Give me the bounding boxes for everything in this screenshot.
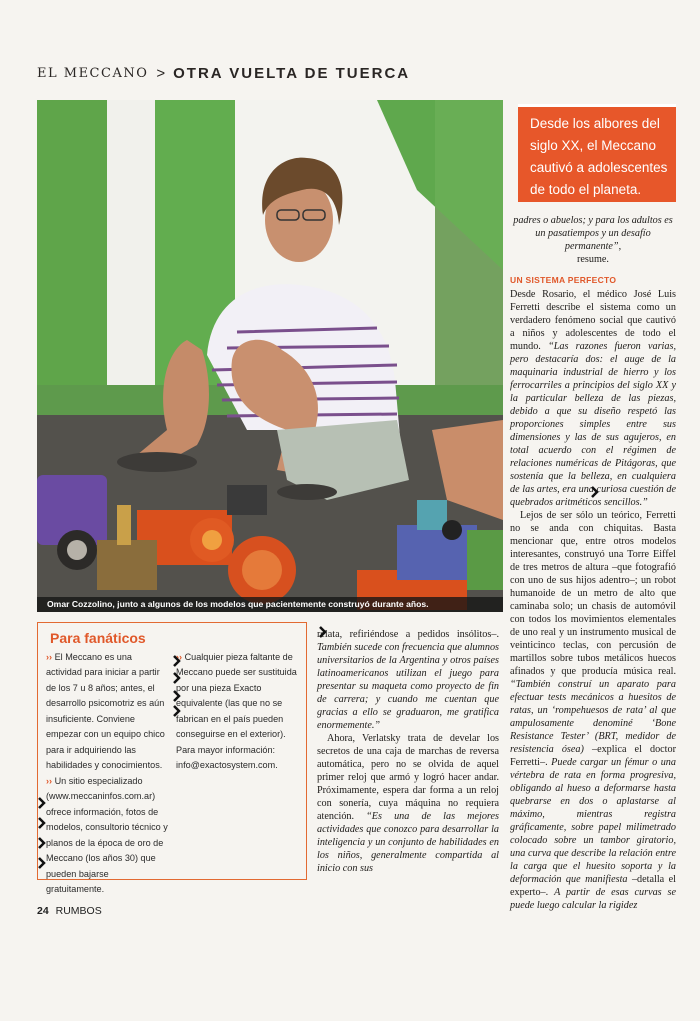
hand-mark-icon bbox=[37, 817, 46, 829]
box-columns bbox=[46, 650, 298, 898]
box-column-left bbox=[46, 650, 168, 898]
box-item bbox=[46, 774, 168, 898]
box-item-text: Cualquier pieza faltante de Meccano puede ser sustituida por una pieza Exacto equivalente (las que no se fabrican en el país pueden conseguirse en el exterior). bbox=[176, 651, 297, 739]
paragraph-text: Ahora, Verlatsky trata de develar los secretos de una caja de marchas de reversa automática, pero no se olvida de aquel primer reloj que armó y logró hacer andar. Próximamente, espera dar forma a un reloj con sonería, cuya máquina no requiera atención. bbox=[317, 733, 499, 822]
paragraph-quote: “Las razones fueron varias, pero destacaría dos: el auge de la maquinaria industrial de hierro y los ferrocarriles a principios del siglo XX y la particular belleza de las piezas, debido a que su diseño respetó las proporciones simples entre sus dimensiones y las de sus agujeros, en total acuerdo con el régimen de relaciones numéricas de Pitágoras, que sostenía que la belleza, en cualquiera de las artes, era una curiosa cuestión de quebrados aritméticos sencillos.” bbox=[510, 341, 676, 508]
paragraph-quote: “También construí un aparato para efectuar tests mecánicos a huesitos de ratas, un ‘rompehuesos de rata’ al que ampulosamente denominé ‘Bone Resistance Tester’ (BRT, medidor de resistencia ósea) bbox=[510, 679, 676, 755]
section-topic: OTRA VUELTA DE TUERCA bbox=[173, 64, 411, 82]
photo-caption: Omar Cozzolino, junto a algunos de los modelos que pacientemente construyó durante años. bbox=[37, 597, 503, 612]
paragraph: padres o abuelos; y para los adultos es un pasatiempos y un desafío permanente”, bbox=[513, 215, 673, 252]
photo-illustration bbox=[37, 100, 503, 612]
paragraph-text: –detalla el experto–. bbox=[510, 874, 676, 898]
chevron-icon: > bbox=[156, 64, 166, 82]
hand-mark-icon bbox=[37, 837, 46, 849]
hand-mark-icon bbox=[172, 672, 181, 684]
pull-quote-line: de todo el planeta. bbox=[530, 182, 642, 197]
paragraph bbox=[317, 732, 499, 875]
hand-mark-icon bbox=[172, 705, 181, 717]
arrow-icon: ›› bbox=[46, 775, 53, 786]
paragraph-quote: A partir de esas curvas se puede luego calcular la rigidez bbox=[510, 887, 676, 911]
hand-mark-icon bbox=[318, 626, 327, 638]
arrow-icon: ›› bbox=[176, 651, 183, 662]
box-item-text: Un sitio especializado (www.meccaninfos.com.ar) ofrece información, fotos de modelos, consultorio técnico y planos de la época de oro de Meccano (los años 30) que pueden bajarse gratuitamente. bbox=[46, 775, 168, 894]
box-item bbox=[176, 650, 298, 743]
box-column-right bbox=[176, 650, 298, 898]
pull-quote bbox=[518, 104, 676, 202]
pull-quote-line: siglo XX, el Meccano bbox=[530, 138, 657, 153]
hand-mark-icon bbox=[590, 486, 599, 498]
main-photo bbox=[37, 100, 503, 612]
subheading: UN SISTEMA PERFECTO bbox=[510, 275, 617, 285]
hand-mark-icon bbox=[37, 797, 46, 809]
paragraph-quote: Puede cargar un fémur o una vértebra de rata en forma progresiva, obligando al hueso a deformarse hasta quebrarse en dos o aplastarse al máximo, mientras registra gráficamente, sobre papel milimetrado colocado sobre un tambor giratorio, una curva que describe la relación entre la carga que el huesito soporta y la deformación que manifiesta bbox=[510, 757, 676, 885]
page-number: 24 bbox=[37, 905, 49, 917]
hand-mark-icon bbox=[172, 690, 181, 702]
magazine-name: RUMBOS bbox=[55, 905, 102, 917]
box-item-text: El Meccano es una actividad para iniciar a partir de los 7 u 8 años; antes, el desarrollo psicomotriz es aún insuficiente. Conviene empezar con un equipo chico para ir adquiriendo las habilidades y conocimientos. bbox=[46, 651, 165, 770]
paragraph-text: –explica el doctor Ferretti–. bbox=[510, 744, 677, 768]
section-header bbox=[37, 60, 517, 86]
hand-mark-icon bbox=[37, 857, 46, 869]
paragraph-quote: También sucede con frecuencia que alumnos universitarios de la Argentina y otros países latinoamericanos utilizan el juego para presentar su maqueta como proyecto de fin de carrera; y cuando me cuentan que gracias a ello se graduaron, me gratifica enormemente.” bbox=[317, 642, 499, 731]
paragraph-text: relata, refiriéndose a pedidos insólitos–. bbox=[317, 629, 499, 640]
article-column-middle bbox=[317, 628, 499, 875]
paragraph-text: Lejos de ser sólo un teórico, Ferretti no se anda con chiquitas. Basta mencionar que, entre otros modelos interesantes, construyó una Torre Eiffel de tres metros de altura –que fotografió con uno de sus hijos adentro–; un robot humanoide de un metro de alto que caminaba solo; un chasis de automóvil con todos los movimientos elementales de uno real y un instrumento musical de veinticinco teclas, con percusión de martillos sobre tubos metálicos huecos afinados y que producía música real. bbox=[510, 510, 676, 677]
box-title: Para fanáticos bbox=[50, 630, 146, 646]
pull-quote-line: Desde los albores del bbox=[530, 116, 660, 131]
paragraph: resume. bbox=[577, 254, 609, 265]
section-name: EL MECCANO bbox=[37, 65, 149, 81]
box-item bbox=[46, 650, 168, 774]
paragraph-quote: “Es una de las mejores actividades que conozco para desarrollar la inteligencia y un conjunto de habilidades en los niños, generalmente compartida al inicio con sus bbox=[317, 811, 499, 874]
box-item: Para mayor información: info@exactosystem.com. bbox=[176, 744, 278, 770]
paragraph bbox=[510, 509, 676, 912]
paragraph bbox=[510, 288, 676, 509]
arrow-icon: ›› bbox=[46, 651, 53, 662]
hand-mark-icon bbox=[172, 655, 181, 667]
article-column-right bbox=[510, 214, 676, 912]
pull-quote-line: cautivó a adolescentes bbox=[530, 160, 668, 175]
page-folio bbox=[37, 905, 102, 917]
paragraph bbox=[317, 628, 499, 732]
paragraph-text: Desde Rosario, el médico José Luis Ferretti describe el sistema como un verdadero fenómeno social que cautivó a niños y adolescentes de todo el mundo. bbox=[510, 289, 676, 352]
